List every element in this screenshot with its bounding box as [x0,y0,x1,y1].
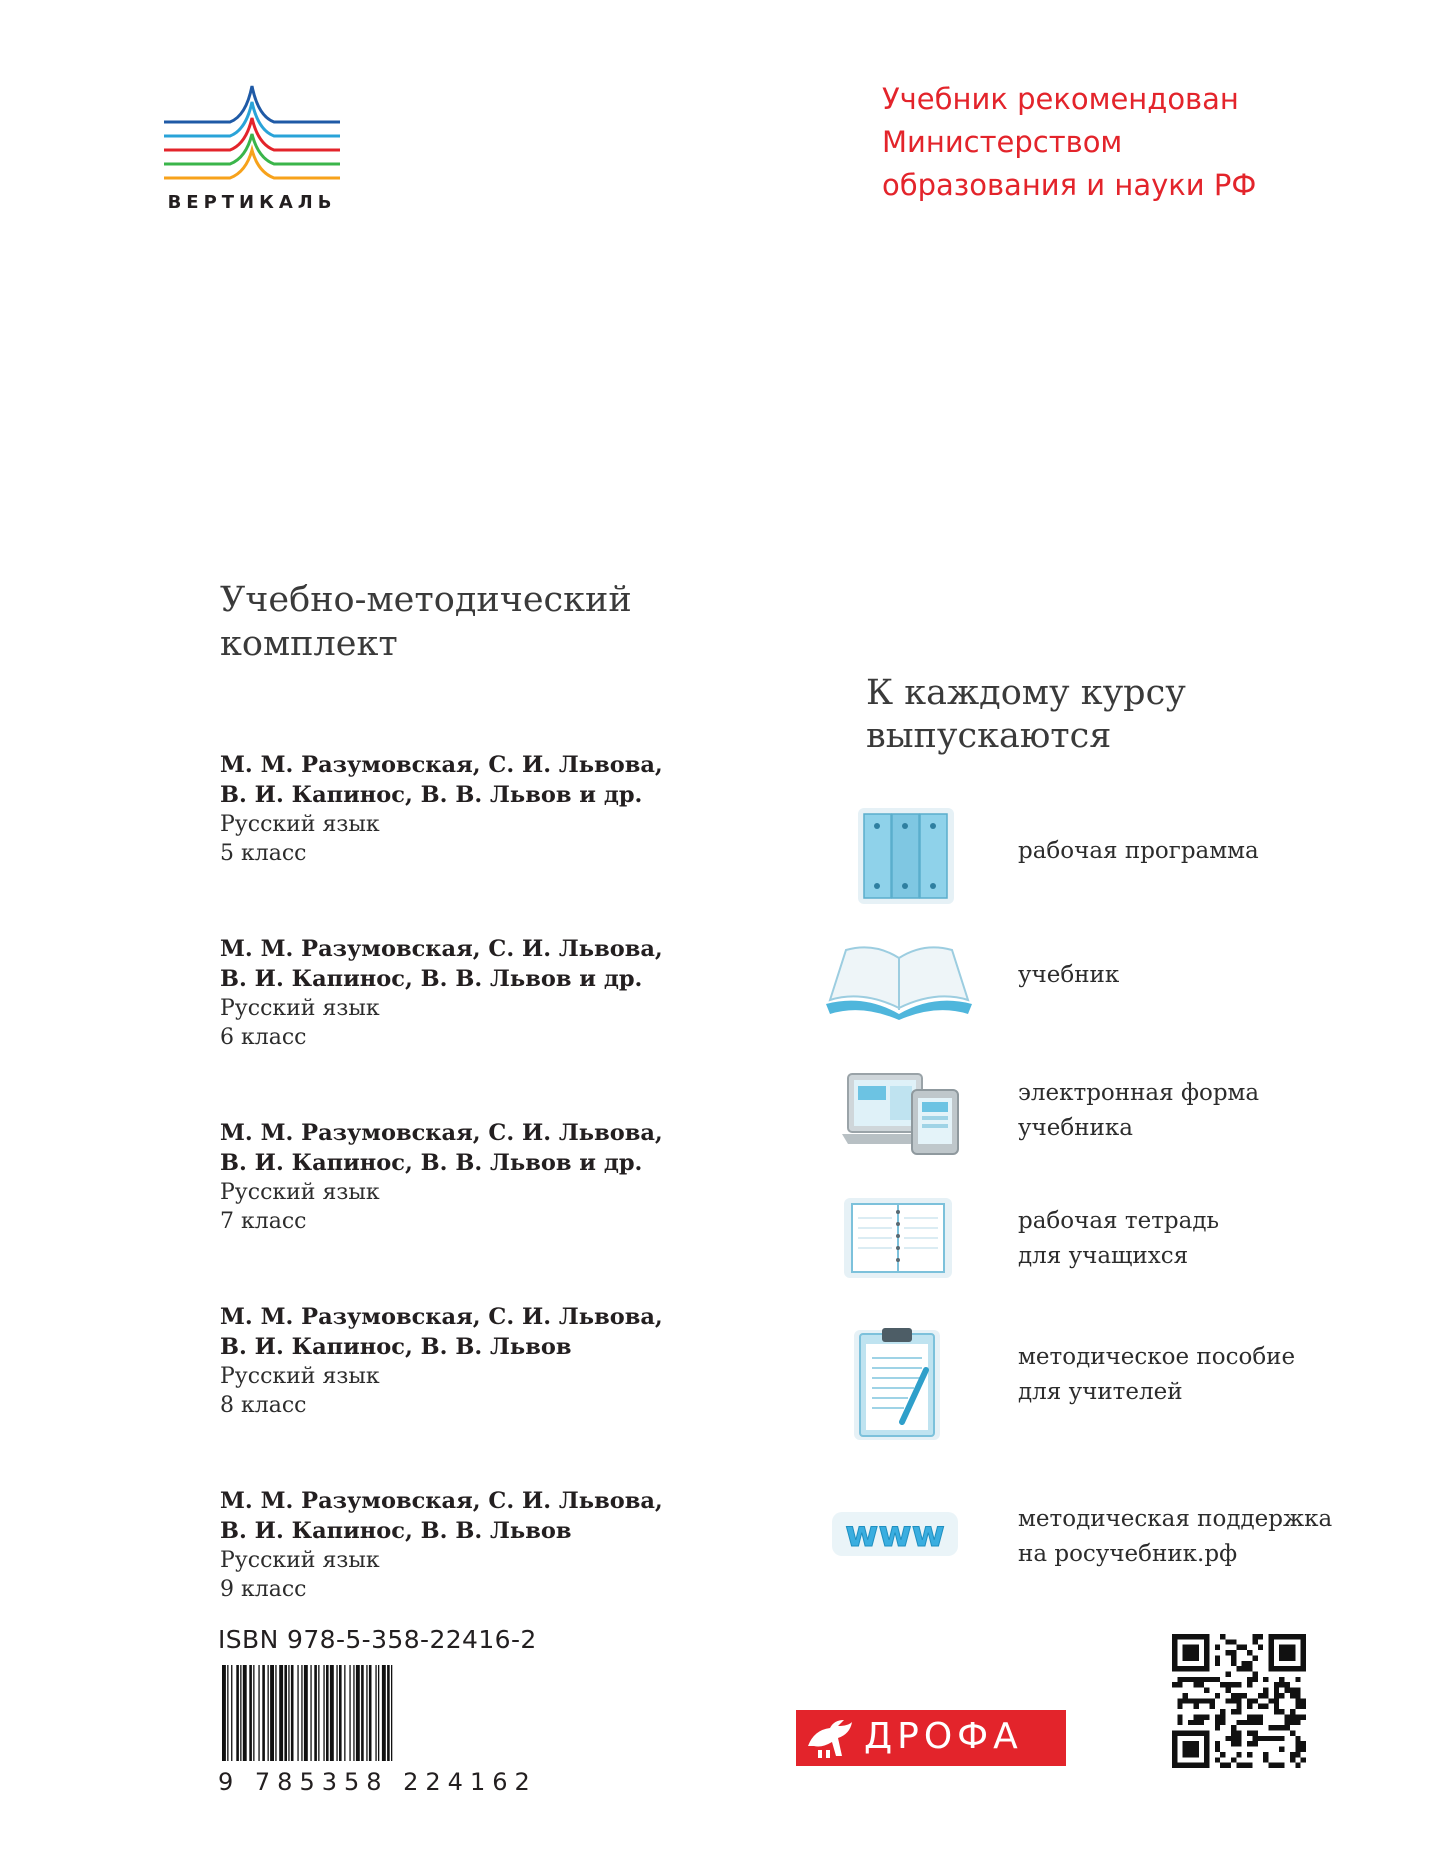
product-label-line: рабочая тетрадь [1018,1208,1220,1234]
book-subject: Русский язык [220,1364,380,1389]
book-authors: В. И. Капинос, В. В. Львов и др. [220,1150,643,1176]
book-authors: М. М. Разумовская, С. И. Львова, [220,1488,663,1514]
product-label-line: электронная форма [1018,1080,1260,1106]
umk-heading-line: Учебно-методический [220,580,632,620]
book-authors: М. М. Разумовская, С. И. Львова, [220,1120,663,1146]
www-icon [830,1506,960,1562]
product-label [1018,958,1119,993]
book-list [220,750,663,1670]
product-label-line: для учащихся [1018,1243,1189,1269]
products-heading-line: выпускаются [866,716,1112,756]
product-label [1018,1076,1259,1146]
laptop-tablet-icon [842,1070,962,1158]
umk-heading [220,578,632,666]
book-entry [220,750,663,868]
svg-text:www: www [845,1514,945,1555]
recommendation-line: Министерством [882,125,1123,159]
product-label-line: методическая поддержка [1018,1506,1333,1532]
product-label-line: учебника [1018,1115,1133,1141]
book-grade: 5 класс [220,841,307,866]
publisher-name: ДРОФА [864,1716,1023,1757]
book-grade: 7 класс [220,1209,307,1234]
vertikal-logo [160,80,360,220]
recommendation-line: Учебник рекомендован [882,82,1239,116]
barcode-icon [222,1665,512,1761]
book-entry [220,1302,663,1420]
barcode-digits: 9 785358 224162 [218,1768,537,1796]
book-authors: В. И. Капинос, В. В. Львов и др. [220,966,643,992]
publisher-logo [796,1710,1066,1766]
book-entry [220,1118,663,1236]
products-heading [866,672,1186,758]
product-label [1018,1340,1295,1410]
open-book-icon [824,944,974,1020]
product-label-line: рабочая программа [1018,838,1259,864]
recommendation-note [882,78,1362,207]
product-label-line: для учителей [1018,1379,1183,1405]
binders-icon [856,806,956,906]
bird-icon [804,1716,856,1760]
book-subject: Русский язык [220,812,380,837]
book-authors: М. М. Разумовская, С. И. Львова, [220,1304,663,1330]
book-grade: 6 класс [220,1025,307,1050]
book-subject: Русский язык [220,1548,380,1573]
logo-name: ВЕРТИКАЛЬ [167,192,337,213]
book-entry [220,1486,663,1604]
product-label-line: учебник [1018,962,1120,988]
vertikal-arcs-icon [160,80,344,190]
product-label-line: методическое пособие [1018,1344,1296,1370]
notebook-icon [842,1196,954,1280]
product-label [1018,1204,1219,1274]
recommendation-line: образования и науки РФ [882,168,1257,202]
book-authors: В. И. Капинос, В. В. Львов [220,1334,572,1360]
book-authors: М. М. Разумовская, С. И. Львова, [220,752,663,778]
isbn-label: ISBN 978-5-358-22416-2 [218,1625,537,1654]
products-heading-line: К каждому курсу [866,673,1186,713]
umk-heading-line: комплект [220,624,398,664]
qr-code-icon [1172,1634,1306,1768]
book-grade: 9 класс [220,1577,307,1602]
book-grade: 8 класс [220,1393,307,1418]
book-authors: В. И. Капинос, В. В. Львов [220,1518,572,1544]
book-authors: М. М. Разумовская, С. И. Львова, [220,936,663,962]
product-label-line: на росучебник.рф [1018,1541,1238,1567]
clipboard-icon [852,1324,942,1442]
book-authors: В. И. Капинос, В. В. Львов и др. [220,782,643,808]
book-subject: Русский язык [220,1180,380,1205]
book-subject: Русский язык [220,996,380,1021]
product-label [1018,1502,1332,1572]
product-label [1018,834,1259,869]
book-entry [220,934,663,1052]
